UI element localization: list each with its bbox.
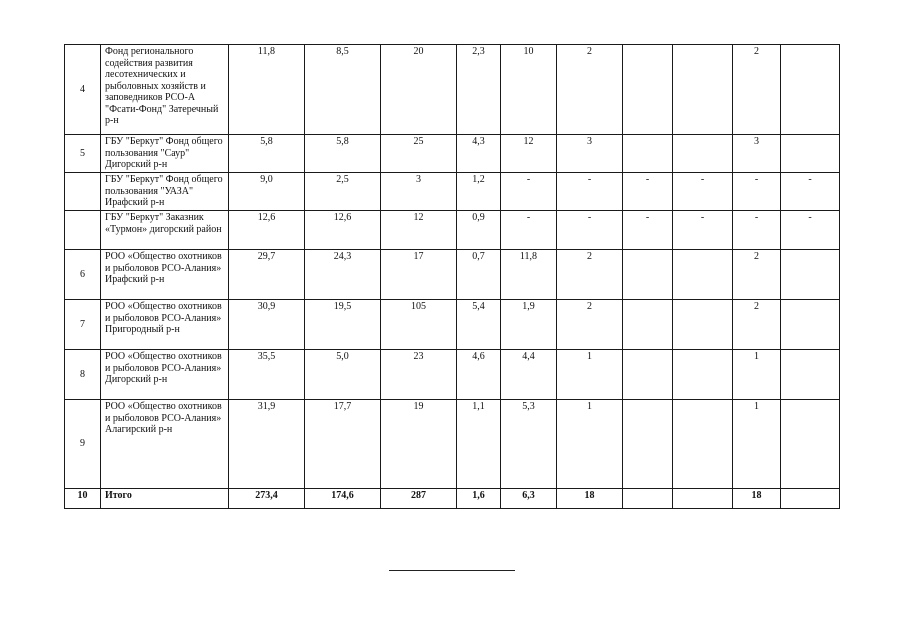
cell: 6,3 bbox=[501, 489, 557, 509]
cell bbox=[781, 400, 840, 489]
cell bbox=[781, 350, 840, 400]
cell: 12,6 bbox=[305, 211, 381, 250]
cell: 24,3 bbox=[305, 250, 381, 300]
organization-name: РОО «Общество охотников и рыболовов РСО-Алания» Дигорский р-н bbox=[101, 350, 229, 400]
cell bbox=[673, 300, 733, 350]
organization-name: РОО «Общество охотников и рыболовов РСО-Алания» Пригородный р-н bbox=[101, 300, 229, 350]
cell: 12 bbox=[381, 211, 457, 250]
cell: - bbox=[673, 173, 733, 211]
cell: 5,4 bbox=[457, 300, 501, 350]
cell bbox=[781, 489, 840, 509]
table-row bbox=[65, 250, 840, 300]
cell: 273,4 bbox=[229, 489, 305, 509]
cell: 17 bbox=[381, 250, 457, 300]
cell: - bbox=[673, 211, 733, 250]
cell bbox=[781, 135, 840, 173]
table-row bbox=[65, 135, 840, 173]
cell: 2,5 bbox=[305, 173, 381, 211]
cell: 17,7 bbox=[305, 400, 381, 489]
cell: 2 bbox=[733, 45, 781, 135]
cell bbox=[673, 45, 733, 135]
cell: 1,6 bbox=[457, 489, 501, 509]
cell bbox=[673, 400, 733, 489]
cell: 0,9 bbox=[457, 211, 501, 250]
cell: 3 bbox=[381, 173, 457, 211]
cell bbox=[623, 489, 673, 509]
cell: 105 bbox=[381, 300, 457, 350]
cell bbox=[623, 45, 673, 135]
organization-name: РОО «Общество охотников и рыболовов РСО-Алания» Алагирский р-н bbox=[101, 400, 229, 489]
cell: 2,3 bbox=[457, 45, 501, 135]
cell bbox=[623, 250, 673, 300]
row-number: 10 bbox=[65, 489, 101, 509]
cell: 2 bbox=[733, 250, 781, 300]
cell: 23 bbox=[381, 350, 457, 400]
cell: 11,8 bbox=[501, 250, 557, 300]
total-row bbox=[65, 489, 840, 509]
cell: 174,6 bbox=[305, 489, 381, 509]
cell: - bbox=[501, 211, 557, 250]
cell: 1,9 bbox=[501, 300, 557, 350]
row-number: 5 bbox=[65, 135, 101, 173]
cell: 12 bbox=[501, 135, 557, 173]
cell: 4,4 bbox=[501, 350, 557, 400]
cell bbox=[623, 300, 673, 350]
cell bbox=[673, 135, 733, 173]
cell: 1 bbox=[733, 400, 781, 489]
cell: 1 bbox=[733, 350, 781, 400]
cell: - bbox=[557, 173, 623, 211]
table-row bbox=[65, 300, 840, 350]
cell bbox=[673, 250, 733, 300]
cell: 1 bbox=[557, 350, 623, 400]
table-row bbox=[65, 400, 840, 489]
row-number: 4 bbox=[65, 45, 101, 135]
cell: - bbox=[623, 173, 673, 211]
organization-name: ГБУ "Беркут" Фонд общего пользования "Саур" Дигорский р-н bbox=[101, 135, 229, 173]
cell: 287 bbox=[381, 489, 457, 509]
cell: 10 bbox=[501, 45, 557, 135]
cell: 1,1 bbox=[457, 400, 501, 489]
cell: 5,8 bbox=[229, 135, 305, 173]
cell bbox=[623, 135, 673, 173]
cell: 2 bbox=[557, 45, 623, 135]
organization-name: РОО «Общество охотников и рыболовов РСО-Алания» Ирафский р-н bbox=[101, 250, 229, 300]
cell bbox=[781, 250, 840, 300]
cell: - bbox=[733, 211, 781, 250]
row-number: 9 bbox=[65, 400, 101, 489]
cell: - bbox=[557, 211, 623, 250]
cell: 9,0 bbox=[229, 173, 305, 211]
cell: - bbox=[781, 211, 840, 250]
cell: 20 bbox=[381, 45, 457, 135]
row-number: 8 bbox=[65, 350, 101, 400]
cell: 19 bbox=[381, 400, 457, 489]
cell: 31,9 bbox=[229, 400, 305, 489]
cell: 8,5 bbox=[305, 45, 381, 135]
cell: 0,7 bbox=[457, 250, 501, 300]
cell: 4,6 bbox=[457, 350, 501, 400]
cell: 12,6 bbox=[229, 211, 305, 250]
cell: 18 bbox=[557, 489, 623, 509]
cell: 5,0 bbox=[305, 350, 381, 400]
cell: 3 bbox=[733, 135, 781, 173]
organization-name: ГБУ "Беркут" Фонд общего пользования "УАЗА" Ирафский р-н bbox=[101, 173, 229, 211]
table-row bbox=[65, 45, 840, 135]
cell: 2 bbox=[557, 300, 623, 350]
cell: 5,8 bbox=[305, 135, 381, 173]
cell bbox=[673, 489, 733, 509]
cell: - bbox=[501, 173, 557, 211]
cell: 5,3 bbox=[501, 400, 557, 489]
cell bbox=[623, 350, 673, 400]
cell: 3 bbox=[557, 135, 623, 173]
data-table bbox=[64, 44, 840, 509]
row-number: 6 bbox=[65, 250, 101, 300]
cell: 2 bbox=[557, 250, 623, 300]
cell: 30,9 bbox=[229, 300, 305, 350]
cell: 1 bbox=[557, 400, 623, 489]
cell: - bbox=[623, 211, 673, 250]
organization-name: Фонд регионального содействия развития лесотехнических и рыболовных хозяйств и заповедников РСО-А "Фсати-Фонд" Затеречный р-н bbox=[101, 45, 229, 135]
cell: 11,8 bbox=[229, 45, 305, 135]
cell: 2 bbox=[733, 300, 781, 350]
cell: 19,5 bbox=[305, 300, 381, 350]
organization-name: ГБУ "Беркут" Заказник «Турмон» дигорский район bbox=[101, 211, 229, 250]
cell bbox=[673, 350, 733, 400]
cell: 1,2 bbox=[457, 173, 501, 211]
row-number bbox=[65, 173, 101, 211]
cell: 4,3 bbox=[457, 135, 501, 173]
total-label: Итого bbox=[101, 489, 229, 509]
cell bbox=[781, 300, 840, 350]
table-row bbox=[65, 173, 840, 211]
row-number bbox=[65, 211, 101, 250]
cell: 29,7 bbox=[229, 250, 305, 300]
cell: - bbox=[781, 173, 840, 211]
cell: - bbox=[733, 173, 781, 211]
table-row bbox=[65, 211, 840, 250]
row-number: 7 bbox=[65, 300, 101, 350]
cell: 25 bbox=[381, 135, 457, 173]
cell: 35,5 bbox=[229, 350, 305, 400]
cell bbox=[623, 400, 673, 489]
cell: 18 bbox=[733, 489, 781, 509]
cell bbox=[781, 45, 840, 135]
table-row bbox=[65, 350, 840, 400]
footnote-separator-line bbox=[389, 570, 515, 571]
